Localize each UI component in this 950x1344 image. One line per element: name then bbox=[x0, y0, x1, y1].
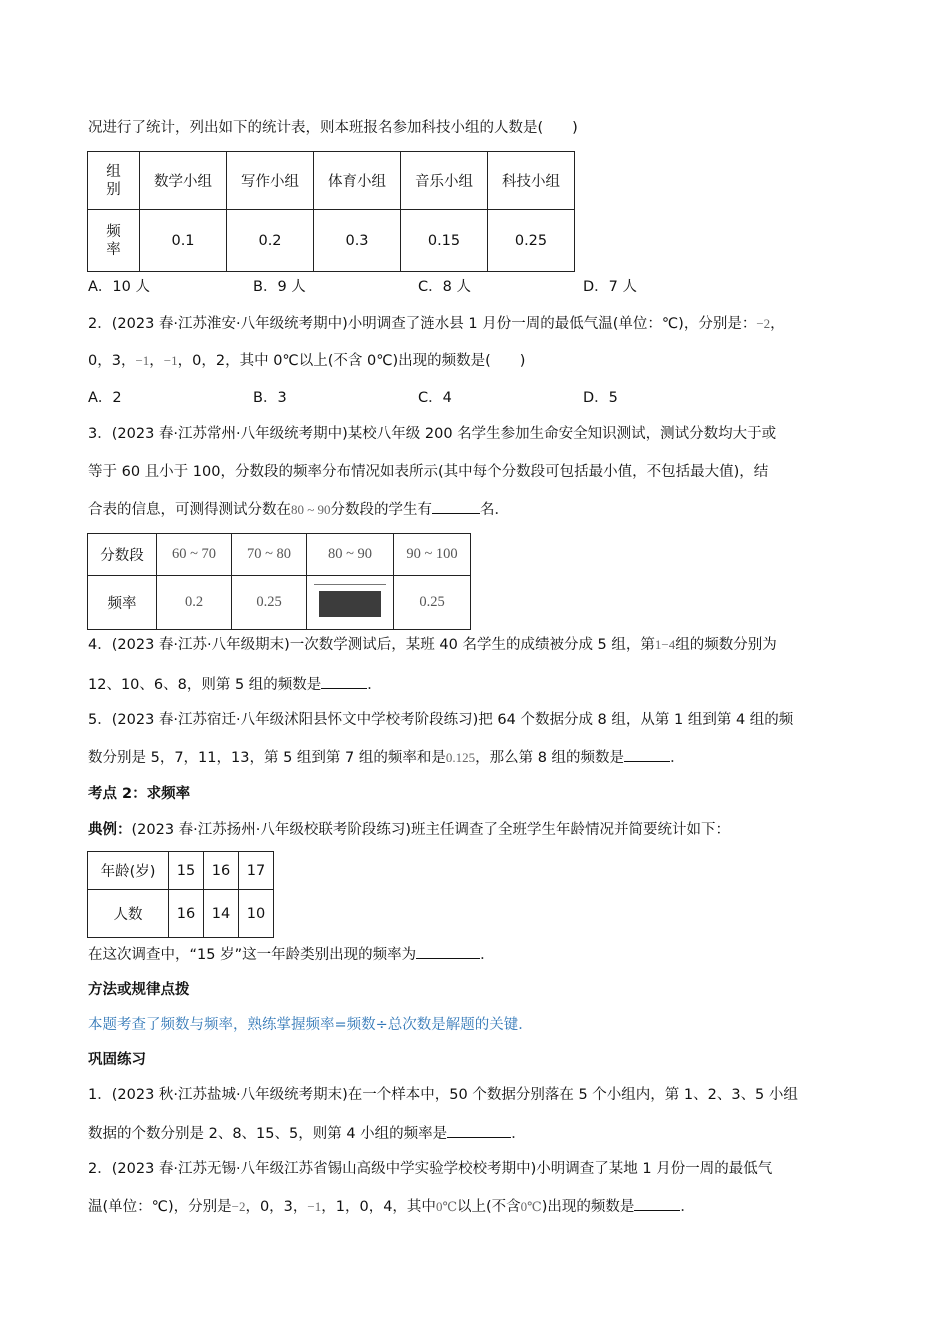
table-cell: 0.3 bbox=[314, 210, 401, 272]
table-cell: 0.15 bbox=[401, 210, 488, 272]
q4-line1: 4．(2023 春·江苏·八年级期末)一次数学测试后，某班 40 名学生的成绩被分成 5 组，第1−4组的频数分别为 bbox=[88, 637, 777, 653]
q2-option-d: D．5 bbox=[583, 390, 618, 406]
table-cell: 90 ~ 100 bbox=[394, 534, 471, 576]
table-cell: 科技小组 bbox=[488, 152, 575, 210]
intro-line: 况进行了统计，列出如下的统计表，则本班报名参加科技小组的人数是( ) bbox=[88, 120, 578, 136]
table-cell: 0.25 bbox=[488, 210, 575, 272]
table-header-group: 组 别 bbox=[88, 152, 140, 210]
table-cell: 10 bbox=[239, 890, 274, 938]
method-text: 本题考查了频数与频率，熟练掌握频率=频数÷总次数是解题的关键． bbox=[88, 1017, 533, 1033]
table-cell: 0.25 bbox=[394, 576, 471, 630]
table-cell: 80 ~ 90 bbox=[307, 534, 394, 576]
q2-line1: 2．(2023 春·江苏淮安·八年级统考期中)小明调查了涟水县 1 月份一周的最低气温(单位：℃)，分别是：−2， bbox=[88, 316, 785, 332]
q2-option-b: B．3 bbox=[253, 390, 287, 406]
example-question: 在这次调查中，“15 岁”这一年龄类别出现的频率为 ． bbox=[88, 944, 870, 965]
table-cell: 15 bbox=[169, 852, 204, 890]
age-count-table bbox=[87, 851, 274, 938]
q5-line1: 5．(2023 春·江苏宿迁·八年级沭阳县怀文中学校考阶段练习)把 64 个数据分成 8 组，从第 1 组到第 4 组的频 bbox=[88, 712, 794, 728]
section-title: 考点 2：求频率 bbox=[88, 786, 191, 802]
table-cell: 16 bbox=[169, 890, 204, 938]
table-cell: 数学小组 bbox=[140, 152, 227, 210]
table-header-freq: 频 率 bbox=[88, 210, 140, 272]
q2-line2: 0，3，−1，−1，0，2，其中 0℃以上(不含 0℃)出现的频数是( ) bbox=[88, 353, 526, 369]
q5-line2: 数分别是 5，7，11，13，第 5 组到第 7 组的频率和是0.125，那么第 8 组的频数是 ． bbox=[88, 747, 870, 768]
table-cell: 60 ~ 70 bbox=[157, 534, 232, 576]
table-header-age: 年龄(岁) bbox=[88, 852, 169, 890]
q1-option-b: B．9 人 bbox=[253, 279, 306, 295]
p2-line1: 2．(2023 春·江苏无锡·八年级江苏省锡山高级中学实验学校校考期中)小明调查了某地 1 月份一周的最低气 bbox=[88, 1161, 773, 1177]
q3-line2: 等于 60 且小于 100，分数段的频率分布情况如表所示(其中每个分数段可包括最小值，不包括最大值)，结 bbox=[88, 464, 769, 480]
q2-option-a: A．2 bbox=[88, 390, 122, 406]
p1-line1: 1．(2023 秋·江苏盐城·八年级统考期末)在一个样本中，50 个数据分别落在 5 个小组内，第 1、2、3、5 小组 bbox=[88, 1087, 798, 1103]
q1-option-a: A．10 人 bbox=[88, 279, 150, 295]
table-cell: 0.2 bbox=[157, 576, 232, 630]
q4-line2: 12、10、6、8，则第 5 组的频数是 ． bbox=[88, 674, 870, 695]
p2-line2: 温(单位：℃)，分别是−2，0，3，−1，1，0，4，其中0℃以上(不含0℃)出现的频数是 ． bbox=[88, 1196, 870, 1217]
table-cell: 0.25 bbox=[232, 576, 307, 630]
table-cell: 0.2 bbox=[227, 210, 314, 272]
q3-line1: 3．(2023 春·江苏常州·八年级统考期中)某校八年级 200 名学生参加生命安全知识测试，测试分数均大于或 bbox=[88, 426, 777, 442]
table-cell: 体育小组 bbox=[314, 152, 401, 210]
p1-line2: 数据的个数分别是 2、8、15、5，则第 4 小组的频率是 ． bbox=[88, 1123, 870, 1144]
table-cell-redacted bbox=[307, 576, 394, 630]
table-header-count: 人数 bbox=[88, 890, 169, 938]
example-line: 典例：(2023 春·江苏扬州·八年级校联考阶段练习)班主任调查了全班学生年龄情况并简要统计如下： bbox=[88, 822, 731, 838]
table-cell: 音乐小组 bbox=[401, 152, 488, 210]
score-frequency-table bbox=[87, 533, 471, 630]
method-title: 方法或规律点拨 bbox=[88, 982, 190, 998]
table-cell: 16 bbox=[204, 852, 239, 890]
table-header-freq: 频率 bbox=[88, 576, 157, 630]
table-header-score: 分数段 bbox=[88, 534, 157, 576]
group-frequency-table bbox=[87, 151, 575, 272]
table-cell: 0.1 bbox=[140, 210, 227, 272]
q3-line3: 合表的信息，可测得测试分数在80 ~ 90分数段的学生有 名． bbox=[88, 499, 870, 520]
table-cell: 17 bbox=[239, 852, 274, 890]
table-cell: 70 ~ 80 bbox=[232, 534, 307, 576]
q1-option-c: C．8 人 bbox=[418, 279, 471, 295]
table-cell: 14 bbox=[204, 890, 239, 938]
q2-option-c: C．4 bbox=[418, 390, 452, 406]
table-cell: 写作小组 bbox=[227, 152, 314, 210]
practice-title: 巩固练习 bbox=[88, 1052, 146, 1068]
q1-option-d: D．7 人 bbox=[583, 279, 637, 295]
